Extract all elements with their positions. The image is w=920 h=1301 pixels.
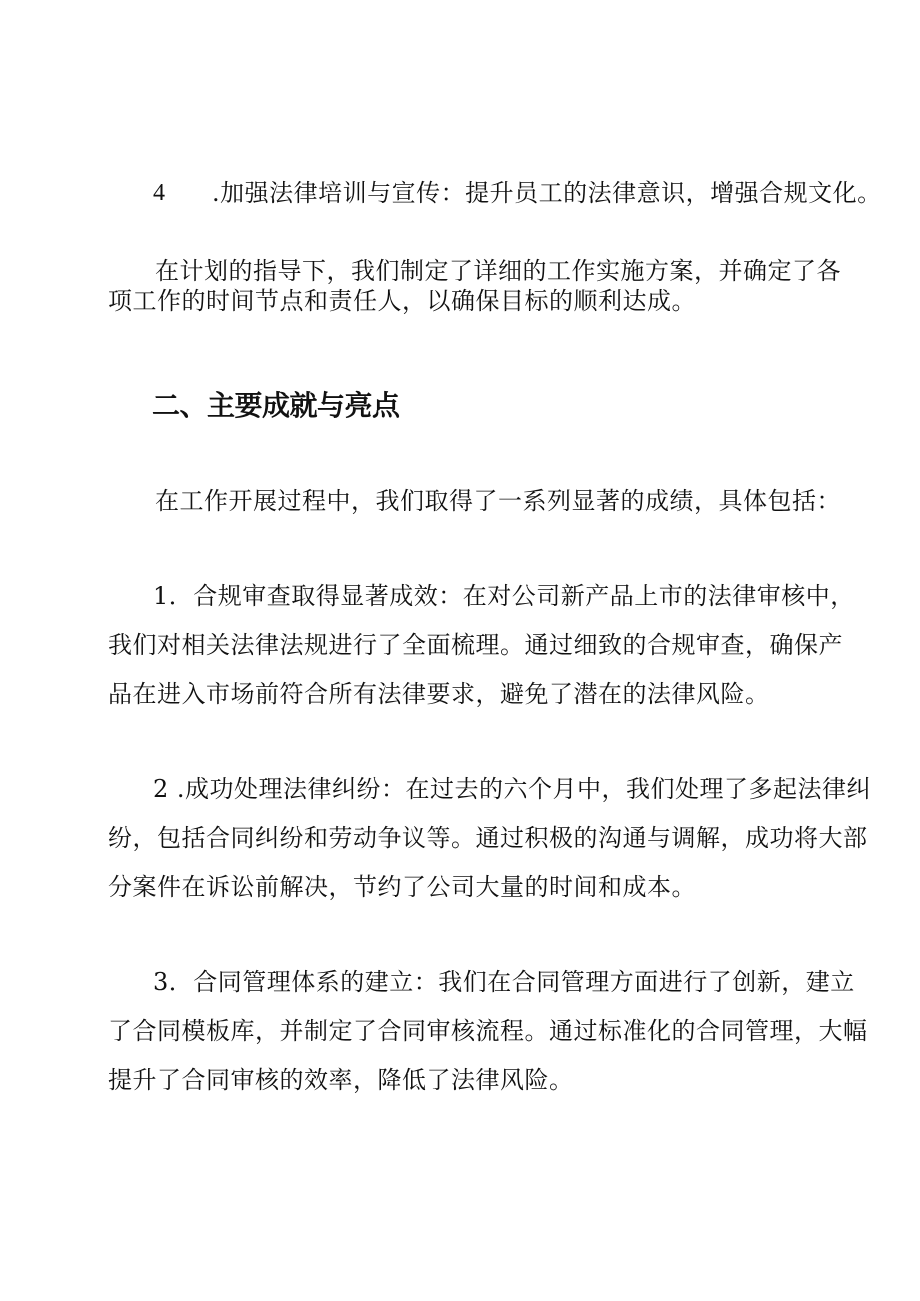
achievement-line: 了合同模板库，并制定了合同审核流程。通过标准化的合同管理，大幅 (108, 1017, 868, 1045)
list-item-text: .加强法律培训与宣传：提升员工的法律意识，增强合规文化。 (212, 179, 882, 207)
paragraph-line: 项工作的时间节点和责任人，以确保目标的顺利达成。 (108, 287, 696, 315)
paragraph-line: 在工作开展过程中，我们取得了一系列显著的成绩，具体包括： (155, 487, 841, 515)
achievement-line: 纷，包括合同纠纷和劳动争议等。通过积极的沟通与调解，成功将大部 (108, 824, 868, 852)
section-heading: 二、主要成就与亮点 (152, 389, 400, 422)
list-item-number: 4 (153, 180, 165, 206)
achievement-line: 2 .成功处理法律纠纷：在过去的六个月中，我们处理了多起法律纠 (153, 775, 872, 803)
achievement-line: 品在进入市场前符合所有法律要求，避免了潜在的法律风险。 (108, 680, 770, 708)
paragraph-line: 在计划的指导下，我们制定了详细的工作实施方案，并确定了各 (155, 257, 841, 285)
achievement-line: 我们对相关法律法规进行了全面梳理。通过细致的合规审查，确保产 (108, 631, 843, 659)
achievement-line: 分案件在诉讼前解决，节约了公司大量的时间和成本。 (108, 873, 696, 901)
achievement-line: 1．合规审查取得显著成效：在对公司新产品上市的法律审核中， (153, 582, 855, 610)
achievement-line: 3．合同管理体系的建立：我们在合同管理方面进行了创新，建立 (153, 968, 855, 996)
achievement-line: 提升了合同审核的效率，降低了法律风险。 (108, 1066, 574, 1094)
